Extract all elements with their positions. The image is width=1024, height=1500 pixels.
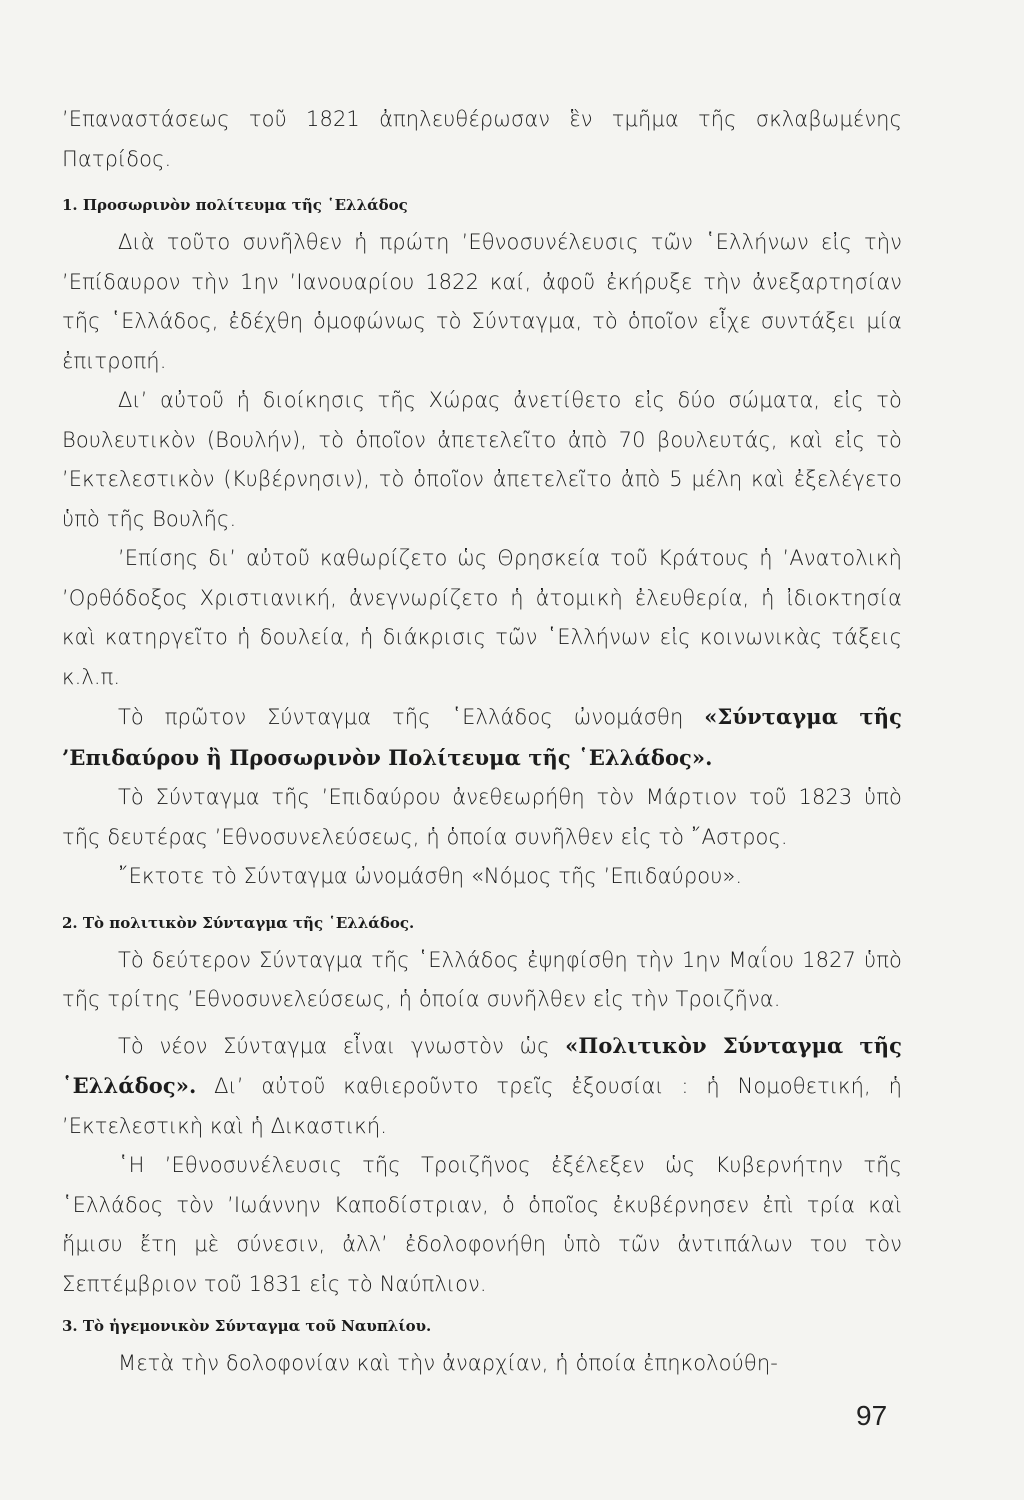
section-1-paragraph-1: Διὰ τοῦτο συνῆλθεν ἡ πρώτη ’Εθνοσυνέλευσις τῶν ῾Ελλήνων εἰς τὴν ’Επίδαυρον τὴν 1ην ’Ιανουαρίου 1822 καί, ἀφοῦ ἐκήρυξε τὴν ἀνεξαρτησίαν τῆς ῾Ελλάδος, ἐδέχθη ὁμοφώνως τὸ Σύνταγμα, τὸ ὁποῖον εἶχε συντάξει μία ἐπιτροπή.	[62, 230, 902, 373]
section-1-paragraph-4	[62, 697, 902, 778]
paragraph-4-text: Τὸ πρῶτον Σύνταγμα τῆς ῾Ελλάδος ὠνομάσθη	[118, 705, 705, 729]
paragraph-text-pre: Τὸ νέον Σύνταγμα εἶναι γνωστὸν ὡς	[118, 1033, 566, 1058]
document-page	[62, 100, 902, 1384]
section-1-paragraph-5: Τὸ Σύνταγμα τῆς ’Επιδαύρου ἀνεθεωρήθη τὸν Μάρτιον τοῦ 1823 ὑπὸ τῆς δευτέρας ’Εθνοσυνελεύσεως, ἡ ὁποία συνῆλθεν εἰς τὸ ῎Αστρος.	[62, 785, 902, 849]
section-3-heading: 3. Τὸ ἡγεμονικὸν Σύνταγμα τοῦ Ναυπλίου.	[62, 1317, 432, 1335]
section-2-paragraph-3: ῾Η ’Εθνοσυνέλευσις τῆς Τροιζῆνος ἐξέλεξεν ὡς Κυβερνήτην τῆς ῾Ελλάδος τὸν ’Ιωάννην Καποδίστριαν, ὁ ὁποῖος ἐκυβέρνησεν ἐπὶ τρία καὶ ἥμισυ ἔτη μὲ σύνεσιν, ἀλλ’ ἐδολοφονήθη ὑπὸ τῶν ἀντιπάλων του τὸν Σεπτέμβριον τοῦ 1831 εἰς τὸ Ναύπλιον.	[62, 1153, 902, 1296]
section-1-paragraph-3: ’Επίσης δι’ αὐτοῦ καθωρίζετο ὡς Θρησκεία τοῦ Κράτους ἡ ’Ανατολικὴ ’Ορθόδοξος Χριστιανική, ἀνεγνωρίζετο ἡ ἀτομικὴ ἐλευθερία, ἡ ἰδιοκτησία καὶ κατηργεῖτο ἡ δουλεία, ἡ διάκρισις τῶν ῾Ελλήνων εἰς κοινωνικὰς τάξεις κ.λ.π.	[62, 546, 902, 689]
section-1-heading: 1. Προσωρινὸν πολίτευμα τῆς ῾Ελλάδος	[62, 196, 408, 214]
section-2-heading: 2. Τὸ πολιτικὸν Σύνταγμα τῆς ῾Ελλάδος.	[62, 913, 415, 932]
constitution-name-political: «Πολιτικὸν Σύνταγμα τῆς ῾Ελλάδος».	[62, 1032, 902, 1098]
section-1-paragraph-2: Δι’ αὐτοῦ ἡ διοίκησις τῆς Χώρας ἀνετίθετο εἰς δύο σώματα, εἰς τὸ Βουλευτικὸν (Βουλήν), τὸ ὁποῖον ἀπετελεῖτο ἀπὸ 70 βουλευτάς, καὶ εἰς τὸ ’Εκτελεστικὸν (Κυβέρνησιν), τὸ ὁποῖον ἀπετελεῖτο ἀπὸ 5 μέλη καὶ ἐξελέγετο ὑπὸ τῆς Βουλῆς.	[62, 388, 902, 531]
intro-paragraph: ’Επαναστάσεως τοῦ 1821 ἀπηλευθέρωσαν ἓν τμῆμα τῆς σκλαβωμένης Πατρίδος.	[62, 107, 902, 171]
section-2-paragraph-2	[62, 1026, 902, 1147]
section-3-paragraph-1: Μετὰ τὴν δολοφονίαν καὶ τὴν ἀναρχίαν, ἡ ὁποία ἐπηκολούθη-	[118, 1351, 778, 1375]
constitution-name-epidaurus: «Σύνταγμα τῆς ’Επιδαύρου ἢ Προσωρινὸν Πολίτευμα τῆς ῾Ελλάδος».	[62, 704, 902, 770]
paragraph-text-post: Δι’ αὐτοῦ καθιεροῦντο τρεῖς ἐξουσίαι : ἡ Νομοθετική, ἡ ’Εκτελεστικὴ καὶ ἡ Δικαστική.	[62, 1074, 902, 1138]
section-2-paragraph-1: Τὸ δεύτερον Σύνταγμα τῆς ῾Ελλάδος ἐψηφίσθη τὴν 1ην Μαΐου 1827 ὑπὸ τῆς τρίτης ’Εθνοσυνελεύσεως, ἡ ὁποία συνῆλθεν εἰς τὴν Τροιζῆνα.	[62, 947, 902, 1011]
section-1-paragraph-6: ῎Εκτοτε τὸ Σύνταγμα ὠνομάσθη «Νόμος τῆς ’Επιδαύρου».	[118, 864, 743, 888]
page-number: 97	[856, 1400, 888, 1431]
